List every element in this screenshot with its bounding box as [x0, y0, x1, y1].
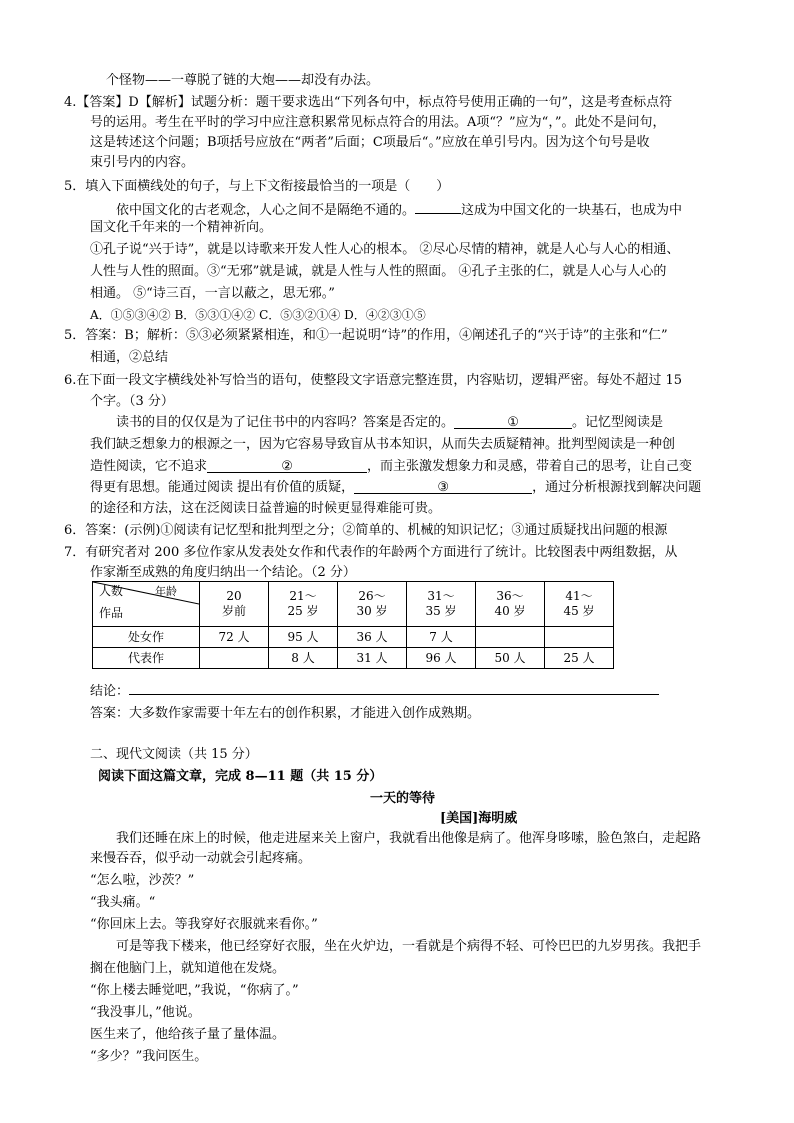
q6-blank-2: [207, 458, 367, 473]
q5-option-line: ①孔子说“兴于诗”，就是以诗歌来开发人性人心的根本。 ②尽心尽情的精神，就是人心与人心的相通、: [90, 242, 680, 257]
table-cell: [476, 627, 545, 648]
q7-stem-line: 7．有研究者对 200 多位作家从发表处女作和代表作的年龄两个方面进行了统计。比较图表中两组数据，从: [64, 545, 678, 560]
row-label: 处女作: [93, 627, 200, 648]
q6-blank-3: [354, 479, 532, 494]
q6-passage-part: ，通过分析根源找到解决问题: [532, 480, 702, 495]
row-label: 代表作: [93, 648, 200, 669]
q5-passage-line: [116, 199, 682, 220]
table-header-cell: 36～ 40 岁: [476, 582, 545, 627]
q5-choices: A．①⑤③④② B．⑤③①④② C．⑤③②①④ D．④②③①⑤: [90, 308, 426, 322]
article-line: “我没事儿，”他说。: [90, 1005, 201, 1020]
q6-passage-part: 读书的目的仅仅是为了记住书中的内容吗？答案是否定的。: [116, 415, 455, 430]
q6-passage-line: [116, 414, 663, 432]
blank-number: ②: [281, 459, 293, 474]
table-row: [93, 648, 614, 669]
table-cell: 31 人: [338, 648, 407, 669]
q5-passage-part: 这成为中国文化的一块基石，也成为中: [461, 203, 683, 218]
q6-answer: 6．答案：(示例)①阅读有记忆型和批判型之分；②简单的、机械的知识记忆；③通过质疑找出问题的根源: [64, 523, 668, 538]
table-header-cell: 26～ 30 岁: [338, 582, 407, 627]
table-cell: [545, 627, 614, 648]
article-line: 可是等我下楼来，他已经穿好衣服，坐在火炉边，一看就是个病得不轻、可怜巴巴的九岁男孩。我把手: [116, 939, 702, 954]
q6-stem-line: 6.在下面一段文字横线处补写恰当的语句，使整段文字语意完整连贯，内容贴切，逻辑严密。每处不超过 15: [64, 373, 683, 388]
table-cell: 7 人: [407, 627, 476, 648]
table-row: [93, 627, 614, 648]
article-author: [美国]海明威: [440, 811, 518, 826]
q7-stem-line: 作家渐至成熟的角度归纳出一个结论。（2 分）: [90, 565, 356, 580]
conclusion-blank: [129, 680, 659, 695]
table-cell: 8 人: [269, 648, 338, 669]
article-line: “多少？”我问医生。: [90, 1049, 208, 1064]
corner-label-people: 人数: [99, 584, 124, 598]
section-heading: 二、现代文阅读（共 15 分）: [90, 747, 258, 762]
article-line: 医生来了，他给孩子量了量体温。: [90, 1027, 286, 1042]
table-cell: 25 人: [545, 648, 614, 669]
corner-label-work: 作品: [99, 606, 124, 620]
table-cell: 96 人: [407, 648, 476, 669]
q6-blank-1: [454, 414, 572, 429]
table-header-cell: 41～ 45 岁: [545, 582, 614, 627]
conclusion-label: 结论：: [90, 684, 130, 699]
q6-passage-line: [90, 458, 692, 476]
blank-number: ③: [437, 480, 449, 495]
table-cell: 50 人: [476, 648, 545, 669]
table-cell: 95 人: [269, 627, 338, 648]
q6-stem-line: 个字。（3 分）: [90, 394, 174, 409]
table-cell: 72 人: [200, 627, 269, 648]
q6-passage-line: [90, 479, 701, 497]
table-cell: [200, 648, 269, 669]
q4-answer-line: 号的运用。考生在平时的学习中应注意积累常见标点符合的用法。A项“？”应为“，”。此处不是问句，: [90, 115, 666, 130]
q5-fill-blank: [415, 199, 461, 214]
q5-passage-line: 国文化千年来的一个精神祈向。: [90, 220, 273, 235]
q6-passage-part: 得更有思想。能通过阅读 提出有价值的质疑，: [90, 480, 355, 495]
q5-passage-part: 依中国文化的古老观念，人心之间不是隔绝不通的。: [116, 203, 416, 218]
q5-option-line: 人性与人性的照面。③“无邪”就是诚，就是人性与人性的照面。 ④孔子主张的仁，就是人心与人心的: [90, 264, 667, 279]
q6-passage-part: 造性阅读，它不追求: [90, 459, 208, 474]
article-line: “怎么啦，沙茨？”: [90, 873, 195, 888]
q6-passage-line: 我们缺乏想象力的根源之一，因为它容易导致盲从书本知识，从而失去质疑精神。批判型阅读是一种创: [90, 437, 676, 452]
q5-answer-line: 5．答案：B；解析：⑤③必须紧紧相连，和①一起说明“诗”的作用，④阐述孔子的“兴于诗”的主张和“仁”: [64, 328, 668, 343]
article-line: “你上楼去睡觉吧，”我说，“你病了。”: [90, 983, 299, 998]
q4-answer-line: 4.【答案】D【解析】试题分析：题干要求选出“下列各句中，标点符号使用正确的一句”，这是考查标点符: [64, 95, 673, 110]
article-line: “我头痛。“: [90, 895, 156, 910]
age-stats-table: [92, 581, 614, 669]
q6-passage-line: 的途径和方法，这在泛阅读日益普遍的时候更显得难能可贵。: [90, 501, 442, 516]
article-title: 一天的等待: [370, 791, 436, 806]
q7-answer: 答案：大多数作家需要十年左右的创作积累，才能进入创作成熟期。: [90, 706, 481, 721]
text-line: 个怪物——一尊脱了链的大炮——却没有办法。: [106, 73, 380, 88]
q5-answer-line: 相通，②总结: [90, 350, 169, 365]
q6-passage-part: ，而主张激发想象力和灵感，带着自己的思考，让自己变: [367, 459, 693, 474]
article-line: 我们还睡在床上的时候，他走进屋来关上窗户，我就看出他像是病了。他浑身哆嗦，脸色煞白，走起路: [116, 831, 702, 846]
conclusion-line: [90, 680, 659, 701]
table-header-cell: 31～ 35 岁: [407, 582, 476, 627]
q4-answer-line: 这是转述这个问题；B项括号应放在“两者”后面；C项最后“。”应放在单引号内。因为这个句号是收: [90, 135, 650, 150]
article-line: 来慢吞吞，似乎动一动就会引起疼痛。: [90, 851, 312, 866]
q4-answer-line: 束引号内的内容。: [90, 155, 195, 170]
article-line: 搁在他脑门上，就知道他在发烧。: [90, 961, 286, 976]
table-header-cell: 20 岁前: [200, 582, 269, 627]
table-header-row: [93, 582, 614, 627]
q5-stem: 5．填入下面横线处的句子，与上下文衔接最恰当的一项是（ ）: [64, 179, 450, 194]
table-cell: 36 人: [338, 627, 407, 648]
section-instruction: 阅读下面这篇文章，完成 8—11 题（共 15 分）: [98, 769, 383, 784]
blank-number: ①: [507, 415, 519, 430]
article-line: “你回床上去。等我穿好衣服就来看你。”: [90, 917, 318, 932]
table-header-cell: 21～ 25 岁: [269, 582, 338, 627]
corner-label-age: 年龄: [155, 585, 177, 598]
table-corner-cell: [93, 582, 200, 627]
q5-option-line: 相通。 ⑤“诗三百，一言以蔽之，思无邪。”: [90, 286, 335, 301]
q6-passage-part: 。记忆型阅读是: [572, 415, 664, 430]
